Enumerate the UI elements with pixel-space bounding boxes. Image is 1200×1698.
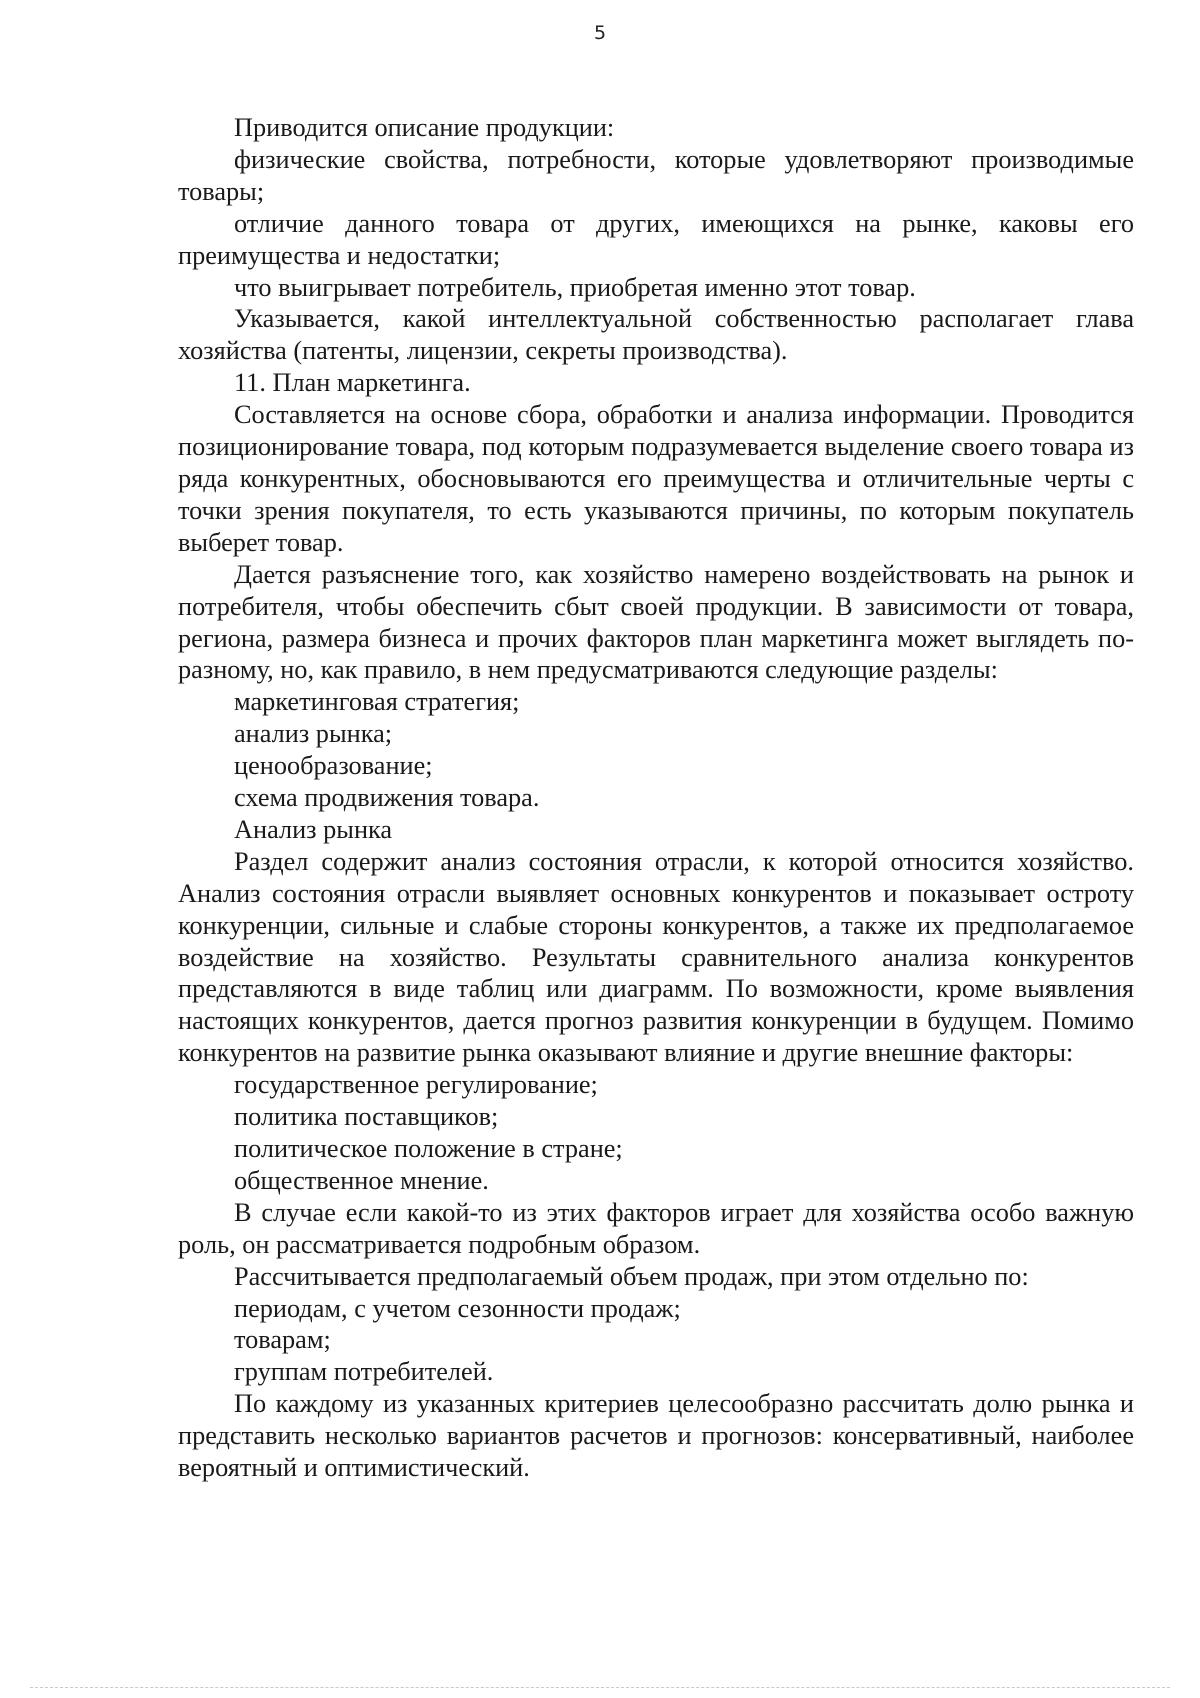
section-heading-marketing-plan: 11. План маркетинга. bbox=[234, 368, 471, 398]
paragraph-market-share-forecasts: По каждому из указанных критериев целесообразно рассчитать долю рынка и представить несколько вариантов расчетов и прогнозов: консервативный, наиболее вероятный и оптимистический. bbox=[178, 1389, 1134, 1483]
paragraph-industry-analysis: Раздел содержит анализ состояния отрасли, к которой относится хозяйство. Анализ состояния отрасли выявляет основных конкурентов и показывает остроту конкуренции, сильные и слабые стороны конкурентов, а также их предполагаемое воздействие на хозяйство. Результаты сравнительного анализа конкурентов представляются в виде таблиц или диаграмм. По возможности, кроме выявления настоящих конкурентов, дается прогноз развития конкуренции в будущем. Помимо конкурентов на развитие рынка оказывают влияние и другие внешние факторы: bbox=[178, 846, 1134, 1068]
list-item-pricing: ценообразование; bbox=[234, 751, 433, 781]
list-item-supplier-policy: политика поставщиков; bbox=[234, 1102, 499, 1132]
document-body bbox=[178, 112, 1134, 1484]
scan-edge-divider bbox=[30, 1687, 1170, 1688]
paragraph-product-description-intro: Приводится описание продукции: bbox=[234, 113, 615, 142]
page-number: 5 bbox=[593, 22, 607, 44]
paragraph-sales-volume: Рассчитывается предполагаемый объем продаж, при этом отдельно по: bbox=[234, 1261, 1029, 1291]
paragraph-intellectual-property: Указывается, какой интеллектуальной собственностью располагает глава хозяйства (патенты, лицензии, секреты производства). bbox=[178, 304, 1134, 366]
list-item-state-regulation: государственное регулирование; bbox=[234, 1070, 598, 1100]
list-item-marketing-strategy: маркетинговая стратегия; bbox=[234, 687, 520, 717]
list-item-political-situation: политическое положение в стране; bbox=[234, 1134, 623, 1163]
subsection-heading-market-analysis: Анализ рынка bbox=[234, 814, 393, 844]
list-item-goods: товарам; bbox=[234, 1325, 331, 1355]
paragraph-positioning: Составляется на основе сбора, обработки и анализа информации. Проводится позиционирование товара, под которым подразумевается выделение своего товара из ряда конкурентных, обосновываются его преимущества и отличительные черты с точки зрения покупателя, то есть указываются причины, по которым покупатель выберет товар. bbox=[178, 400, 1134, 557]
paragraph-consumer-benefit: что выигрывает потребитель, приобретая именно этот товар. bbox=[234, 272, 916, 302]
list-item-periods: периодам, с учетом сезонности продаж; bbox=[234, 1293, 681, 1323]
list-item-consumer-groups: группам потребителей. bbox=[234, 1357, 494, 1387]
list-item-public-opinion: общественное мнение. bbox=[234, 1165, 489, 1195]
list-item-promotion-scheme: схема продвижения товара. bbox=[234, 783, 540, 813]
paragraph-marketing-plan-sections: Дается разъяснение того, как хозяйство намерено воздействовать на рынок и потребителя, чтобы обеспечить сбыт своей продукции. В зависимости от товара, региона, размера бизнеса и прочих факторов план маркетинга может выглядеть по-разному, но, как правило, в нем предусматриваются следующие разделы: bbox=[178, 559, 1134, 685]
paragraph-physical-properties: физические свойства, потребности, которые удовлетворяют производимые товары; bbox=[178, 144, 1134, 206]
list-item-market-analysis: анализ рынка; bbox=[234, 719, 393, 749]
paragraph-important-factor: В случае если какой-то из этих факторов играет для хозяйства особо важную роль, он рассматривается подробным образом. bbox=[178, 1197, 1134, 1259]
paragraph-product-difference: отличие данного товара от других, имеющихся на рынке, каковы его преимущества и недостатки; bbox=[178, 208, 1134, 270]
